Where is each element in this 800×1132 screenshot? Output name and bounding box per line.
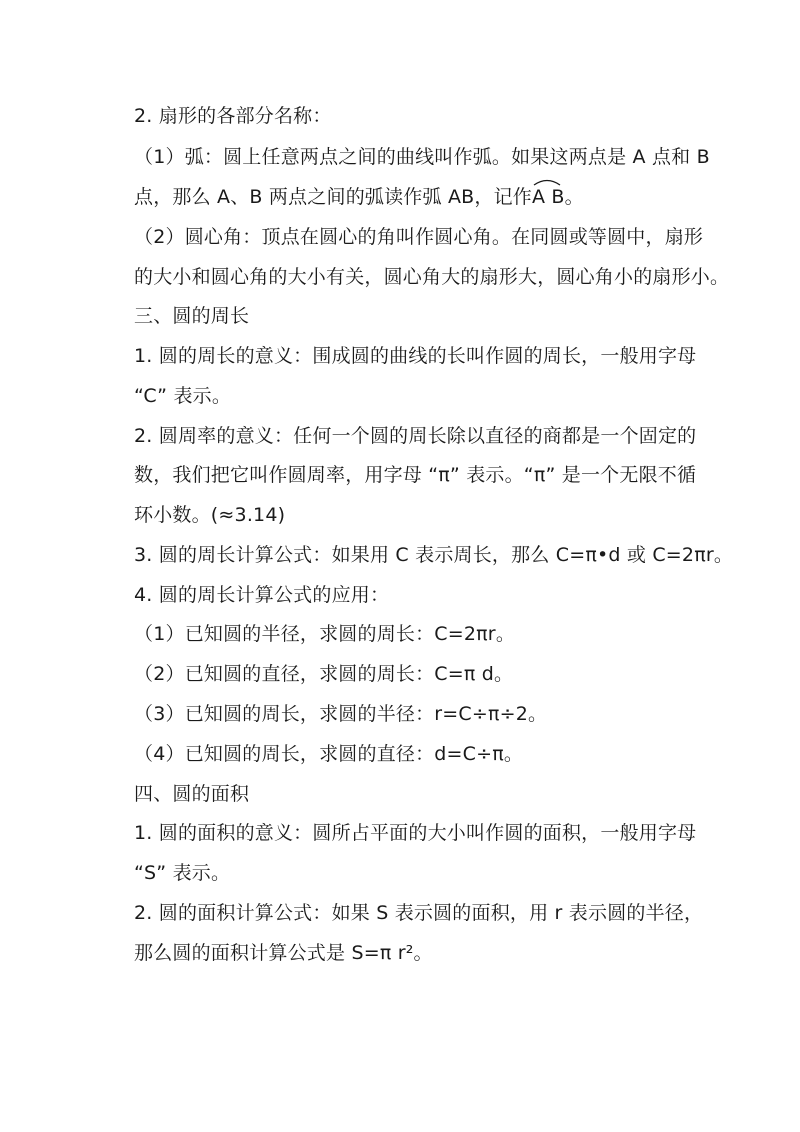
section-heading: 三、圆的周长 xyxy=(134,305,250,327)
text-line: （2）圆心角：顶点在圆心的角叫作圆心角。在同圆或等圆中，扇形 xyxy=(134,226,704,248)
arc-notation xyxy=(532,185,565,209)
text-line: 3. 圆的周长计算公式：如果用 C 表示周长，那么 C=π•d 或 C=2πr。 xyxy=(134,544,734,566)
text-line: 的大小和圆心角的大小有关，圆心角大的扇形大，圆心角小的扇形小。 xyxy=(134,266,730,288)
text-line: （4）已知圆的周长，求圆的直径：d=C÷π。 xyxy=(134,743,524,765)
text-line: 环小数。(≈3.14) xyxy=(134,504,286,526)
text-line: “S” 表示。 xyxy=(134,862,231,884)
arc-label: A B xyxy=(531,186,565,208)
arc-symbol-icon xyxy=(532,176,562,186)
text-line xyxy=(134,185,584,209)
text-line: 1. 圆的周长的意义：围成圆的曲线的长叫作圆的周长，一般用字母 xyxy=(134,345,697,367)
text-line: 那么圆的面积计算公式是 S=π r²。 xyxy=(134,942,433,964)
text-line: “C” 表示。 xyxy=(134,385,232,407)
text-line: （2）已知圆的直径，求圆的周长：C=π d。 xyxy=(134,663,514,685)
text-line: 4. 圆的周长计算公式的应用： xyxy=(134,584,390,606)
text-line: 2. 扇形的各部分名称： xyxy=(134,105,332,127)
section-heading: 四、圆的面积 xyxy=(134,783,250,805)
text-line: （1）弧：圆上任意两点之间的曲线叫作弧。如果这两点是 A 点和 B xyxy=(134,146,710,168)
text-segment: 。 xyxy=(564,186,584,208)
text-line: （3）已知圆的周长，求圆的半径：r=C÷π÷2。 xyxy=(134,703,548,725)
text-line: （1）已知圆的半径，求圆的周长：C=2πr。 xyxy=(134,623,516,645)
text-line: 数，我们把它叫作圆周率，用字母 “π” 表示。“π” 是一个无限不循 xyxy=(134,464,697,486)
text-line: 2. 圆的面积计算公式：如果 S 表示圆的面积，用 r 表示圆的半径， xyxy=(134,902,704,924)
text-line: 1. 圆的面积的意义：圆所占平面的大小叫作圆的面积，一般用字母 xyxy=(134,822,697,844)
text-segment: 点，那么 A、B 两点之间的弧读作弧 AB，记作 xyxy=(134,186,532,208)
text-line: 2. 圆周率的意义：任何一个圆的周长除以直径的商都是一个固定的 xyxy=(134,425,697,447)
